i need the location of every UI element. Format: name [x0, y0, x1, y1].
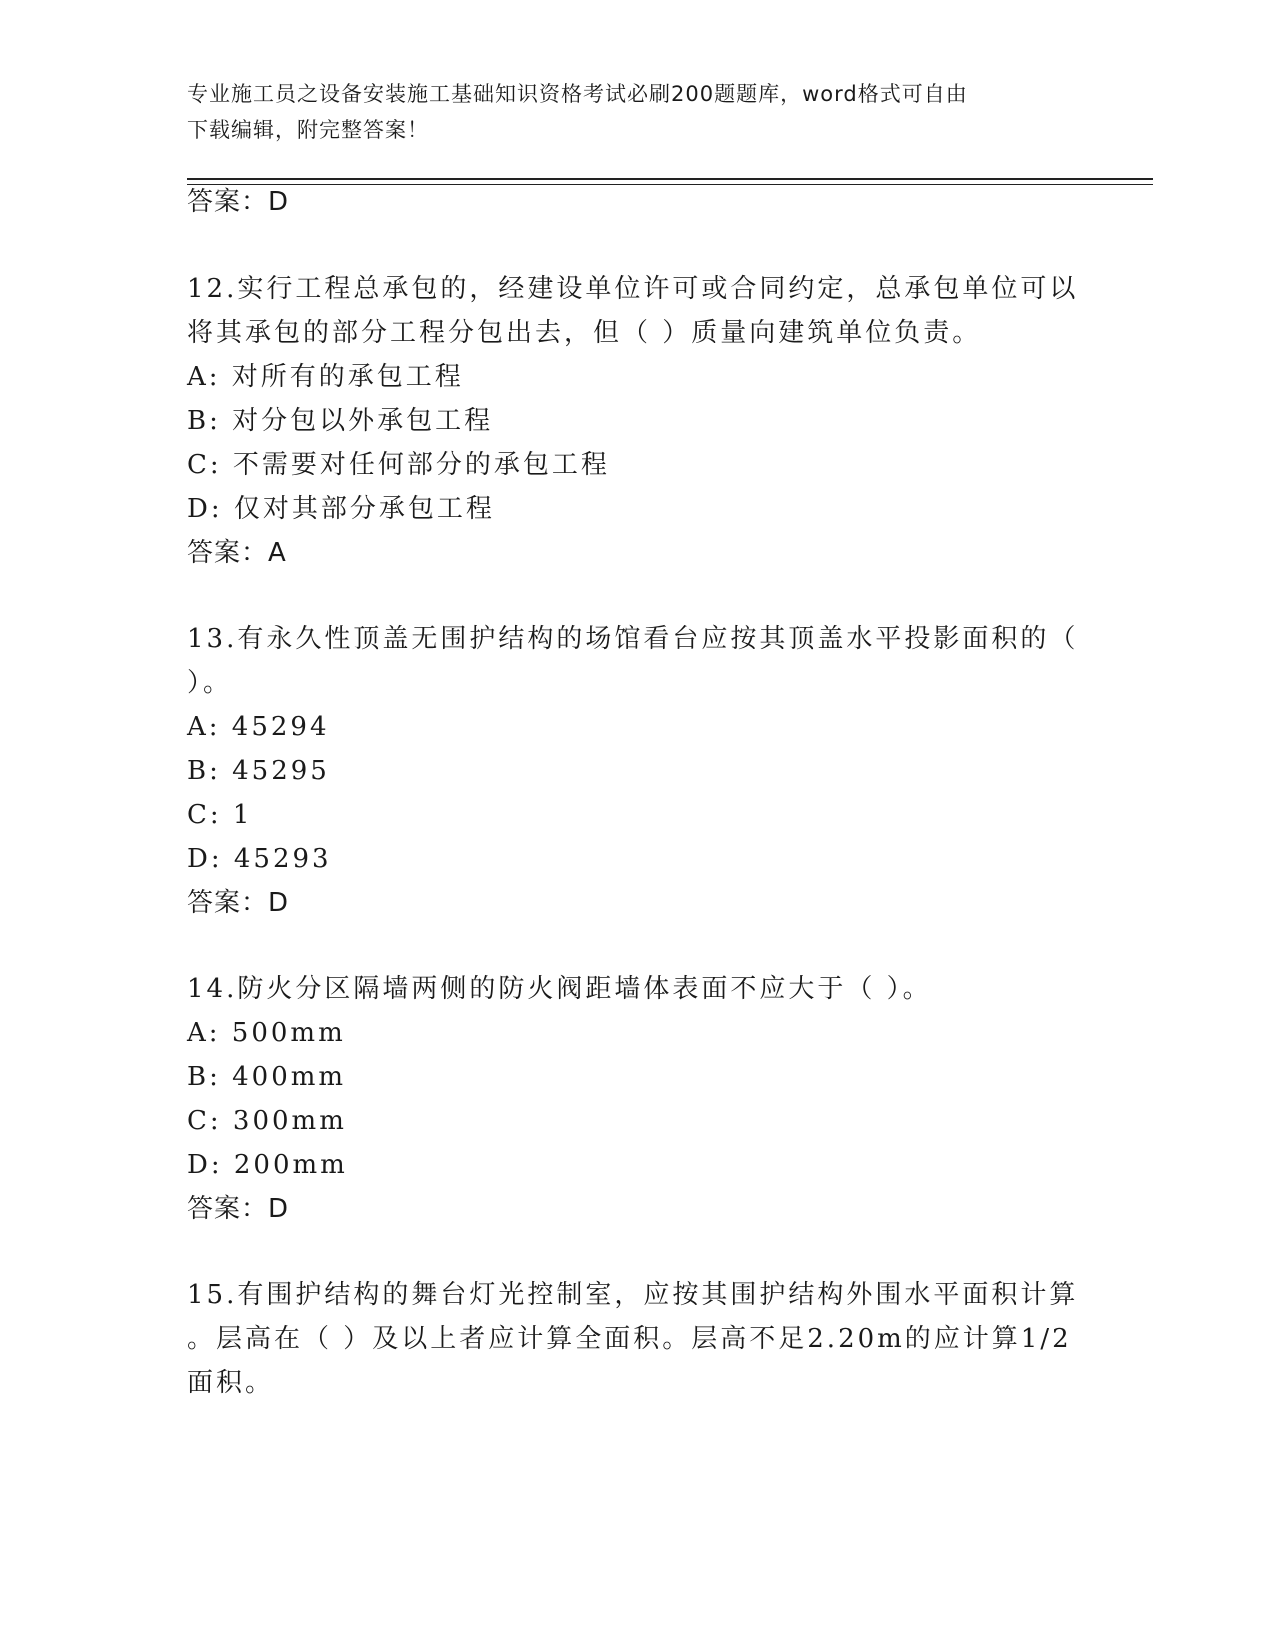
- question-12-line-2: 将其承包的部分工程分包出去，但（ ）质量向建筑单位负责。: [187, 318, 982, 348]
- option-14-b: B: 400mm: [187, 1062, 347, 1092]
- option-13-b: B: 45295: [187, 756, 330, 786]
- option-12-c: C: 不需要对任何部分的承包工程: [187, 450, 610, 480]
- question-13-line-2: ）。: [187, 668, 233, 698]
- question-13-line-1: 13.有永久性顶盖无围护结构的场馆看台应按其顶盖水平投影面积的（: [187, 624, 1079, 654]
- option-14-d: D: 200mm: [187, 1150, 348, 1180]
- option-13-d: D: 45293: [187, 844, 332, 874]
- question-12-line-1: 12.实行工程总承包的，经建设单位许可或合同约定，总承包单位可以: [187, 274, 1079, 304]
- answer-14: 答案：D: [187, 1194, 290, 1224]
- option-12-b: B: 对分包以外承包工程: [187, 406, 494, 436]
- header-divider-thin: [187, 184, 1153, 185]
- option-12-d: D: 仅对其部分承包工程: [187, 494, 495, 524]
- header-divider: [187, 178, 1153, 180]
- header-line-2: 下载编辑，附完整答案！: [187, 118, 429, 142]
- question-15-line-1: 15.有围护结构的舞台灯光控制室，应按其围护结构外围水平面积计算: [187, 1280, 1079, 1310]
- question-15-line-2: 。层高在（ ）及以上者应计算全面积。层高不足2.20m的应计算1/2: [187, 1324, 1072, 1354]
- question-14-line-1: 14.防火分区隔墙两侧的防火阀距墙体表面不应大于（ ）。: [187, 974, 932, 1004]
- option-13-c: C: 1: [187, 800, 253, 830]
- answer-13: 答案：D: [187, 888, 290, 918]
- document-header: [187, 76, 1067, 148]
- header-line-1: 专业施工员之设备安装施工基础知识资格考试必刷200题题库，word格式可自由: [187, 82, 968, 106]
- answer-11: 答案：D: [187, 187, 290, 217]
- option-12-a: A: 对所有的承包工程: [187, 362, 464, 392]
- answer-12: 答案：A: [187, 538, 287, 568]
- question-15-line-3: 面积。: [187, 1368, 275, 1398]
- option-14-a: A: 500mm: [187, 1018, 346, 1048]
- option-13-a: A: 45294: [187, 712, 330, 742]
- option-14-c: C: 300mm: [187, 1106, 347, 1136]
